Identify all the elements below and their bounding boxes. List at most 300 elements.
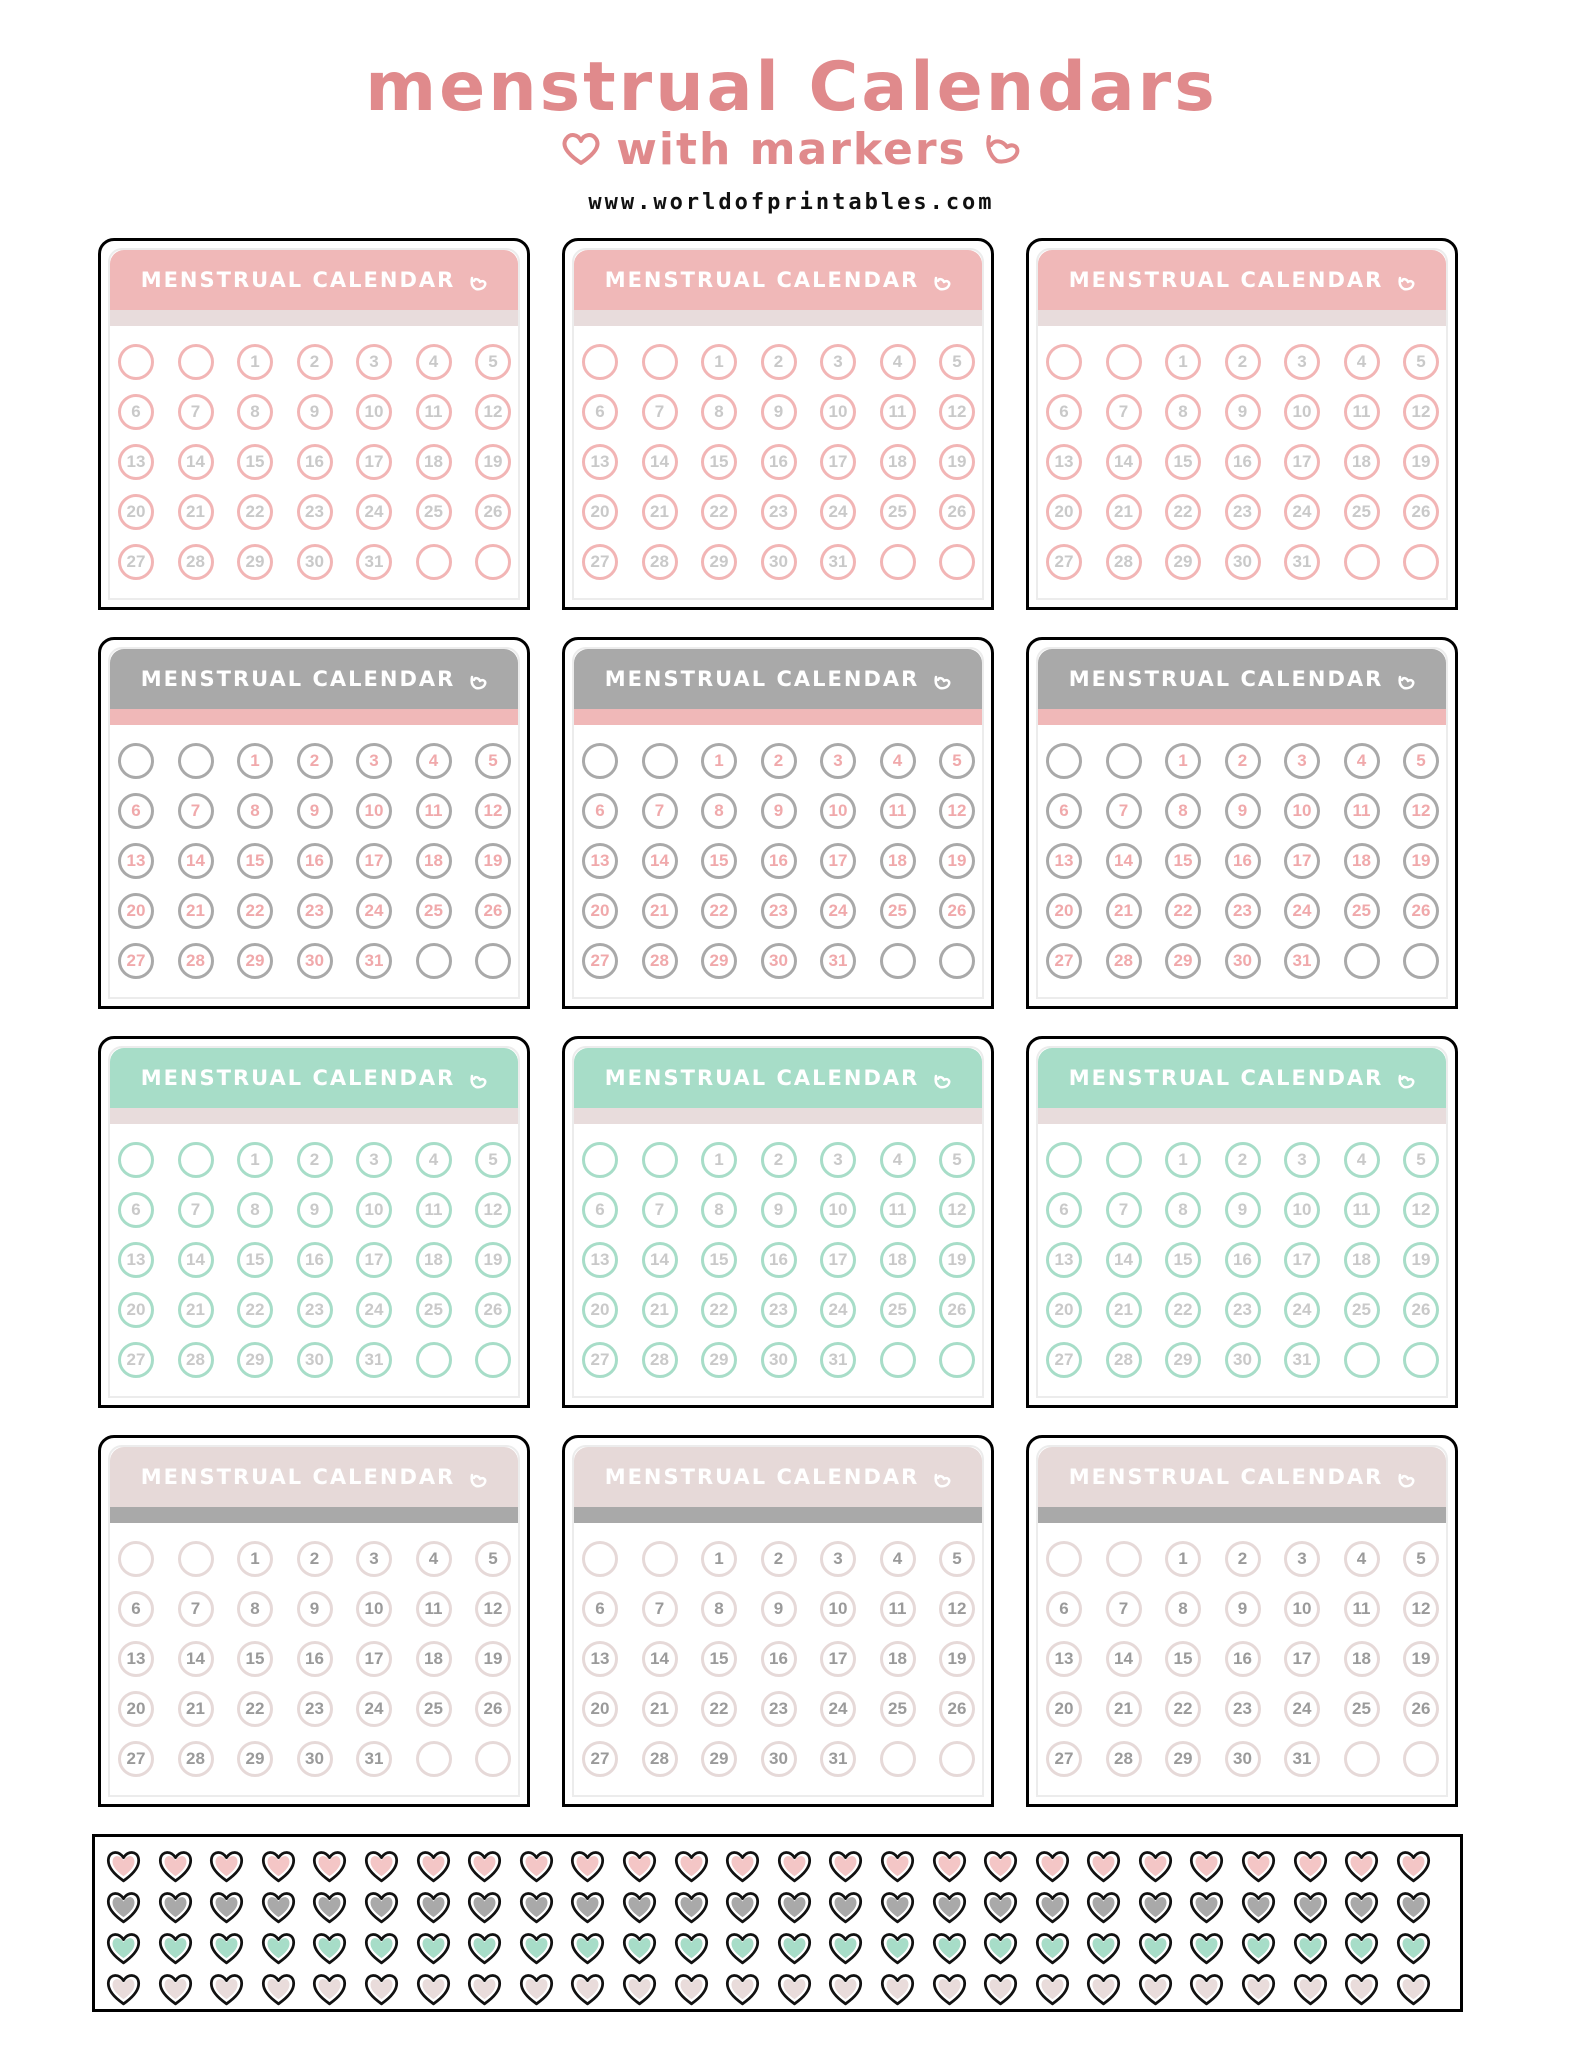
day-circle-24: 24 bbox=[1284, 1691, 1320, 1727]
blank-day-circle bbox=[118, 344, 154, 380]
calendar-days-grid bbox=[1046, 743, 1439, 979]
heart-marker-icon bbox=[982, 1847, 1019, 1885]
heart-marker-icon bbox=[208, 1847, 245, 1885]
day-circle-30: 30 bbox=[761, 1342, 797, 1378]
day-circle-3: 3 bbox=[1284, 1142, 1320, 1178]
day-circle-5: 5 bbox=[475, 1142, 511, 1178]
calendar-header-label: MENSTRUAL CALENDAR bbox=[1068, 1465, 1384, 1489]
day-circle-15: 15 bbox=[237, 1641, 273, 1677]
day-circle-6: 6 bbox=[118, 394, 154, 430]
heart-marker-icon bbox=[466, 1970, 503, 2008]
blank-day-circle bbox=[939, 1741, 975, 1777]
day-circle-8: 8 bbox=[237, 394, 273, 430]
day-circle-24: 24 bbox=[820, 893, 856, 929]
day-circle-20: 20 bbox=[118, 1691, 154, 1727]
day-circle-7: 7 bbox=[642, 793, 678, 829]
day-circle-13: 13 bbox=[1046, 444, 1082, 480]
day-circle-21: 21 bbox=[178, 494, 214, 530]
calendar-stripe bbox=[110, 1108, 518, 1124]
day-circle-28: 28 bbox=[642, 544, 678, 580]
day-circle-4: 4 bbox=[416, 1541, 452, 1577]
day-circle-12: 12 bbox=[939, 394, 975, 430]
heart-markers-grid bbox=[105, 1847, 1432, 2008]
day-circle-13: 13 bbox=[118, 843, 154, 879]
heart-marker-icon bbox=[415, 1929, 452, 1967]
day-circle-31: 31 bbox=[1284, 1342, 1320, 1378]
blank-day-circle bbox=[1046, 1142, 1082, 1178]
small-heart-icon bbox=[1397, 273, 1415, 297]
heart-marker-icon bbox=[776, 1888, 813, 1926]
day-circle-29: 29 bbox=[1165, 1741, 1201, 1777]
day-circle-18: 18 bbox=[1344, 444, 1380, 480]
day-circle-27: 27 bbox=[118, 1741, 154, 1777]
heart-marker-icon bbox=[311, 1847, 348, 1885]
day-circle-30: 30 bbox=[1225, 943, 1261, 979]
blank-day-circle bbox=[642, 1142, 678, 1178]
heart-marker-icon bbox=[982, 1888, 1019, 1926]
heart-marker-icon bbox=[724, 1888, 761, 1926]
day-circle-27: 27 bbox=[118, 544, 154, 580]
day-circle-30: 30 bbox=[761, 1741, 797, 1777]
heart-markers-panel bbox=[92, 1834, 1463, 2012]
day-circle-15: 15 bbox=[237, 843, 273, 879]
day-circle-5: 5 bbox=[1403, 1541, 1439, 1577]
day-circle-1: 1 bbox=[1165, 1541, 1201, 1577]
day-circle-18: 18 bbox=[880, 1641, 916, 1677]
day-circle-12: 12 bbox=[1403, 1591, 1439, 1627]
heart-marker-icon bbox=[1343, 1970, 1380, 2008]
day-circle-7: 7 bbox=[178, 394, 214, 430]
day-circle-4: 4 bbox=[416, 344, 452, 380]
menstrual-calendar-card bbox=[562, 1435, 994, 1807]
heart-marker-icon bbox=[1395, 1847, 1432, 1885]
day-circle-9: 9 bbox=[297, 1591, 333, 1627]
heart-marker-icon bbox=[518, 1929, 555, 1967]
heart-marker-icon bbox=[1292, 1888, 1329, 1926]
day-circle-9: 9 bbox=[297, 394, 333, 430]
page-title: menstrual Calendars bbox=[365, 48, 1218, 127]
heart-marker-icon bbox=[363, 1847, 400, 1885]
day-circle-4: 4 bbox=[416, 1142, 452, 1178]
day-circle-19: 19 bbox=[939, 1242, 975, 1278]
day-circle-3: 3 bbox=[356, 1541, 392, 1577]
day-circle-22: 22 bbox=[1165, 494, 1201, 530]
day-circle-5: 5 bbox=[475, 344, 511, 380]
calendar-stripe bbox=[110, 1507, 518, 1523]
blank-day-circle bbox=[582, 1142, 618, 1178]
small-heart-icon bbox=[933, 273, 951, 297]
day-circle-19: 19 bbox=[475, 444, 511, 480]
day-circle-12: 12 bbox=[939, 1192, 975, 1228]
heart-marker-icon bbox=[724, 1929, 761, 1967]
calendar-header bbox=[574, 250, 982, 310]
day-circle-21: 21 bbox=[1106, 893, 1142, 929]
day-circle-1: 1 bbox=[1165, 1142, 1201, 1178]
day-circle-17: 17 bbox=[356, 444, 392, 480]
day-circle-18: 18 bbox=[416, 1242, 452, 1278]
heart-marker-icon bbox=[208, 1929, 245, 1967]
day-circle-31: 31 bbox=[820, 943, 856, 979]
day-circle-24: 24 bbox=[356, 1691, 392, 1727]
day-circle-12: 12 bbox=[1403, 1192, 1439, 1228]
day-circle-19: 19 bbox=[939, 444, 975, 480]
day-circle-23: 23 bbox=[761, 1292, 797, 1328]
day-circle-4: 4 bbox=[880, 1142, 916, 1178]
day-circle-1: 1 bbox=[701, 1142, 737, 1178]
day-circle-22: 22 bbox=[237, 494, 273, 530]
small-heart-icon bbox=[469, 672, 487, 696]
day-circle-30: 30 bbox=[761, 943, 797, 979]
heart-marker-icon bbox=[1085, 1929, 1122, 1967]
calendar-stripe bbox=[574, 310, 982, 326]
day-circle-27: 27 bbox=[1046, 1741, 1082, 1777]
heart-marker-icon bbox=[1137, 1970, 1174, 2008]
blank-day-circle bbox=[178, 1142, 214, 1178]
day-circle-13: 13 bbox=[582, 843, 618, 879]
heart-marker-icon bbox=[260, 1929, 297, 1967]
heart-marker-icon bbox=[1343, 1929, 1380, 1967]
blank-day-circle bbox=[880, 943, 916, 979]
calendar-days-grid bbox=[118, 344, 511, 580]
blank-day-circle bbox=[1046, 344, 1082, 380]
day-circle-28: 28 bbox=[178, 544, 214, 580]
day-circle-27: 27 bbox=[118, 1342, 154, 1378]
day-circle-19: 19 bbox=[1403, 843, 1439, 879]
day-circle-5: 5 bbox=[939, 1541, 975, 1577]
day-circle-1: 1 bbox=[701, 1541, 737, 1577]
heart-marker-icon bbox=[518, 1888, 555, 1926]
blank-day-circle bbox=[1344, 943, 1380, 979]
heart-marker-icon bbox=[673, 1888, 710, 1926]
day-circle-11: 11 bbox=[416, 1591, 452, 1627]
day-circle-9: 9 bbox=[297, 1192, 333, 1228]
day-circle-18: 18 bbox=[416, 444, 452, 480]
day-circle-29: 29 bbox=[237, 544, 273, 580]
day-circle-4: 4 bbox=[1344, 344, 1380, 380]
day-circle-11: 11 bbox=[416, 394, 452, 430]
day-circle-30: 30 bbox=[297, 544, 333, 580]
day-circle-17: 17 bbox=[820, 1242, 856, 1278]
day-circle-16: 16 bbox=[297, 1242, 333, 1278]
day-circle-17: 17 bbox=[356, 1641, 392, 1677]
day-circle-15: 15 bbox=[701, 444, 737, 480]
day-circle-12: 12 bbox=[1403, 793, 1439, 829]
day-circle-6: 6 bbox=[118, 1591, 154, 1627]
day-circle-19: 19 bbox=[475, 843, 511, 879]
heart-marker-icon bbox=[879, 1888, 916, 1926]
blank-day-circle bbox=[178, 743, 214, 779]
day-circle-18: 18 bbox=[1344, 843, 1380, 879]
day-circle-27: 27 bbox=[1046, 544, 1082, 580]
heart-marker-icon bbox=[415, 1970, 452, 2008]
menstrual-calendar-card bbox=[1026, 238, 1458, 610]
heart-marker-icon bbox=[1085, 1888, 1122, 1926]
day-circle-19: 19 bbox=[475, 1242, 511, 1278]
heart-marker-icon bbox=[311, 1929, 348, 1967]
day-circle-21: 21 bbox=[1106, 1691, 1142, 1727]
menstrual-calendar-card bbox=[562, 637, 994, 1009]
day-circle-10: 10 bbox=[356, 1192, 392, 1228]
day-circle-14: 14 bbox=[1106, 843, 1142, 879]
heart-marker-icon bbox=[363, 1929, 400, 1967]
small-heart-icon bbox=[469, 1470, 487, 1494]
day-circle-10: 10 bbox=[820, 1591, 856, 1627]
day-circle-26: 26 bbox=[1403, 893, 1439, 929]
day-circle-22: 22 bbox=[701, 893, 737, 929]
day-circle-30: 30 bbox=[1225, 544, 1261, 580]
day-circle-11: 11 bbox=[880, 793, 916, 829]
blank-day-circle bbox=[1344, 1342, 1380, 1378]
day-circle-4: 4 bbox=[1344, 743, 1380, 779]
day-circle-1: 1 bbox=[1165, 344, 1201, 380]
day-circle-2: 2 bbox=[297, 1142, 333, 1178]
calendar-inner-frame bbox=[1036, 1445, 1448, 1797]
day-circle-20: 20 bbox=[582, 494, 618, 530]
heart-marker-icon bbox=[724, 1847, 761, 1885]
heart-marker-icon bbox=[105, 1847, 142, 1885]
small-heart-icon bbox=[1397, 1071, 1415, 1095]
blank-day-circle bbox=[880, 1342, 916, 1378]
day-circle-10: 10 bbox=[1284, 1591, 1320, 1627]
heart-marker-icon bbox=[1034, 1888, 1071, 1926]
day-circle-8: 8 bbox=[1165, 1192, 1201, 1228]
day-circle-9: 9 bbox=[761, 1591, 797, 1627]
calendar-inner-frame bbox=[108, 248, 520, 600]
day-circle-31: 31 bbox=[1284, 943, 1320, 979]
heart-marker-icon bbox=[621, 1970, 658, 2008]
heart-marker-icon bbox=[673, 1970, 710, 2008]
day-circle-31: 31 bbox=[356, 943, 392, 979]
blank-day-circle bbox=[475, 1342, 511, 1378]
blank-day-circle bbox=[416, 1741, 452, 1777]
heart-outline-icon bbox=[560, 127, 602, 178]
day-circle-24: 24 bbox=[820, 1691, 856, 1727]
day-circle-14: 14 bbox=[642, 1641, 678, 1677]
day-circle-25: 25 bbox=[416, 1292, 452, 1328]
day-circle-10: 10 bbox=[820, 793, 856, 829]
heart-marker-icon bbox=[157, 1929, 194, 1967]
day-circle-20: 20 bbox=[1046, 494, 1082, 530]
day-circle-28: 28 bbox=[178, 1741, 214, 1777]
day-circle-28: 28 bbox=[642, 1342, 678, 1378]
heart-marker-icon bbox=[1034, 1970, 1071, 2008]
day-circle-12: 12 bbox=[475, 1591, 511, 1627]
day-circle-18: 18 bbox=[1344, 1641, 1380, 1677]
day-circle-29: 29 bbox=[1165, 943, 1201, 979]
day-circle-19: 19 bbox=[1403, 444, 1439, 480]
heart-marker-icon bbox=[260, 1970, 297, 2008]
day-circle-27: 27 bbox=[1046, 943, 1082, 979]
day-circle-9: 9 bbox=[761, 394, 797, 430]
day-circle-13: 13 bbox=[1046, 843, 1082, 879]
day-circle-30: 30 bbox=[1225, 1741, 1261, 1777]
heart-marker-icon bbox=[879, 1929, 916, 1967]
day-circle-23: 23 bbox=[1225, 893, 1261, 929]
day-circle-8: 8 bbox=[701, 394, 737, 430]
day-circle-25: 25 bbox=[1344, 1292, 1380, 1328]
calendar-header bbox=[574, 1447, 982, 1507]
heart-marker-icon bbox=[776, 1970, 813, 2008]
day-circle-4: 4 bbox=[880, 1541, 916, 1577]
day-circle-10: 10 bbox=[1284, 793, 1320, 829]
heart-marker-icon bbox=[1240, 1970, 1277, 2008]
blank-day-circle bbox=[475, 544, 511, 580]
day-circle-23: 23 bbox=[297, 1292, 333, 1328]
day-circle-24: 24 bbox=[1284, 1292, 1320, 1328]
day-circle-14: 14 bbox=[642, 843, 678, 879]
day-circle-27: 27 bbox=[582, 1342, 618, 1378]
blank-day-circle bbox=[1403, 1342, 1439, 1378]
heart-marker-icon bbox=[415, 1847, 452, 1885]
heart-marker-icon bbox=[1395, 1970, 1432, 2008]
day-circle-13: 13 bbox=[118, 1242, 154, 1278]
day-circle-21: 21 bbox=[642, 494, 678, 530]
blank-day-circle bbox=[880, 544, 916, 580]
website-url: www.worldofprintables.com bbox=[588, 190, 995, 215]
day-circle-29: 29 bbox=[237, 1741, 273, 1777]
blank-day-circle bbox=[880, 1741, 916, 1777]
blank-day-circle bbox=[939, 1342, 975, 1378]
small-heart-icon bbox=[1397, 1470, 1415, 1494]
heart-marker-icon bbox=[208, 1970, 245, 2008]
heart-marker-icon bbox=[827, 1847, 864, 1885]
heart-marker-icon bbox=[105, 1970, 142, 2008]
menstrual-calendar-card bbox=[98, 238, 530, 610]
day-circle-2: 2 bbox=[297, 743, 333, 779]
calendar-header-label: MENSTRUAL CALENDAR bbox=[140, 667, 456, 691]
day-circle-14: 14 bbox=[178, 1242, 214, 1278]
day-circle-1: 1 bbox=[701, 344, 737, 380]
heart-marker-icon bbox=[569, 1847, 606, 1885]
day-circle-27: 27 bbox=[582, 943, 618, 979]
calendar-inner-frame bbox=[108, 1046, 520, 1398]
day-circle-10: 10 bbox=[356, 1591, 392, 1627]
small-heart-icon bbox=[469, 1071, 487, 1095]
calendar-stripe bbox=[1038, 310, 1446, 326]
heart-marker-icon bbox=[1188, 1929, 1225, 1967]
day-circle-5: 5 bbox=[939, 344, 975, 380]
day-circle-17: 17 bbox=[1284, 843, 1320, 879]
heart-marker-icon bbox=[982, 1970, 1019, 2008]
day-circle-23: 23 bbox=[761, 494, 797, 530]
calendar-days-grid bbox=[1046, 1142, 1439, 1378]
day-circle-13: 13 bbox=[582, 1641, 618, 1677]
day-circle-30: 30 bbox=[297, 1342, 333, 1378]
page-subtitle bbox=[0, 124, 1583, 178]
heart-marker-icon bbox=[931, 1847, 968, 1885]
heart-marker-icon bbox=[157, 1888, 194, 1926]
heart-marker-icon bbox=[1137, 1847, 1174, 1885]
calendar-header bbox=[574, 1048, 982, 1108]
heart-marker-icon bbox=[311, 1970, 348, 2008]
day-circle-16: 16 bbox=[1225, 444, 1261, 480]
day-circle-23: 23 bbox=[1225, 494, 1261, 530]
day-circle-15: 15 bbox=[701, 1641, 737, 1677]
blank-day-circle bbox=[1106, 344, 1142, 380]
heart-marker-icon bbox=[1240, 1847, 1277, 1885]
day-circle-13: 13 bbox=[1046, 1641, 1082, 1677]
day-circle-6: 6 bbox=[582, 1192, 618, 1228]
day-circle-6: 6 bbox=[582, 1591, 618, 1627]
day-circle-29: 29 bbox=[701, 1741, 737, 1777]
day-circle-7: 7 bbox=[178, 1192, 214, 1228]
heart-marker-icon bbox=[1137, 1929, 1174, 1967]
day-circle-25: 25 bbox=[880, 494, 916, 530]
day-circle-9: 9 bbox=[1225, 1591, 1261, 1627]
small-heart-icon bbox=[933, 672, 951, 696]
heart-marker-icon bbox=[724, 1970, 761, 2008]
day-circle-18: 18 bbox=[880, 444, 916, 480]
day-circle-29: 29 bbox=[237, 943, 273, 979]
calendar-header-label: MENSTRUAL CALENDAR bbox=[604, 1066, 920, 1090]
calendar-inner-frame bbox=[572, 647, 984, 999]
day-circle-18: 18 bbox=[880, 843, 916, 879]
day-circle-19: 19 bbox=[1403, 1242, 1439, 1278]
day-circle-25: 25 bbox=[416, 494, 452, 530]
day-circle-26: 26 bbox=[1403, 1292, 1439, 1328]
day-circle-11: 11 bbox=[880, 1192, 916, 1228]
day-circle-12: 12 bbox=[475, 1192, 511, 1228]
day-circle-4: 4 bbox=[1344, 1142, 1380, 1178]
day-circle-14: 14 bbox=[1106, 444, 1142, 480]
day-circle-11: 11 bbox=[1344, 1591, 1380, 1627]
day-circle-2: 2 bbox=[1225, 1541, 1261, 1577]
heart-marker-icon bbox=[827, 1888, 864, 1926]
day-circle-9: 9 bbox=[1225, 1192, 1261, 1228]
blank-day-circle bbox=[1106, 1541, 1142, 1577]
day-circle-6: 6 bbox=[1046, 394, 1082, 430]
day-circle-4: 4 bbox=[880, 344, 916, 380]
heart-marker-icon bbox=[1292, 1847, 1329, 1885]
day-circle-12: 12 bbox=[939, 1591, 975, 1627]
heart-marker-icon bbox=[1034, 1847, 1071, 1885]
calendar-header bbox=[1038, 1447, 1446, 1507]
calendar-inner-frame bbox=[572, 1046, 984, 1398]
day-circle-22: 22 bbox=[237, 893, 273, 929]
blank-day-circle bbox=[582, 743, 618, 779]
day-circle-21: 21 bbox=[1106, 494, 1142, 530]
day-circle-16: 16 bbox=[1225, 1641, 1261, 1677]
day-circle-16: 16 bbox=[761, 1641, 797, 1677]
calendar-stripe bbox=[574, 709, 982, 725]
heart-marker-icon bbox=[1085, 1847, 1122, 1885]
day-circle-29: 29 bbox=[237, 1342, 273, 1378]
heart-marker-icon bbox=[466, 1847, 503, 1885]
day-circle-16: 16 bbox=[1225, 1242, 1261, 1278]
day-circle-31: 31 bbox=[356, 544, 392, 580]
heart-marker-icon bbox=[1292, 1970, 1329, 2008]
heart-marker-icon bbox=[931, 1888, 968, 1926]
heart-marker-icon bbox=[982, 1929, 1019, 1967]
heart-marker-icon bbox=[621, 1929, 658, 1967]
menstrual-calendar-card bbox=[562, 1036, 994, 1408]
day-circle-25: 25 bbox=[1344, 893, 1380, 929]
day-circle-13: 13 bbox=[582, 1242, 618, 1278]
blank-day-circle bbox=[416, 943, 452, 979]
day-circle-8: 8 bbox=[701, 1192, 737, 1228]
day-circle-20: 20 bbox=[582, 1691, 618, 1727]
day-circle-24: 24 bbox=[820, 494, 856, 530]
blank-day-circle bbox=[1046, 743, 1082, 779]
day-circle-1: 1 bbox=[237, 743, 273, 779]
day-circle-31: 31 bbox=[1284, 544, 1320, 580]
day-circle-10: 10 bbox=[356, 394, 392, 430]
day-circle-3: 3 bbox=[356, 344, 392, 380]
heart-marker-icon bbox=[1343, 1888, 1380, 1926]
heart-marker-icon bbox=[1188, 1888, 1225, 1926]
heart-marker-icon bbox=[1085, 1970, 1122, 2008]
day-circle-23: 23 bbox=[761, 893, 797, 929]
